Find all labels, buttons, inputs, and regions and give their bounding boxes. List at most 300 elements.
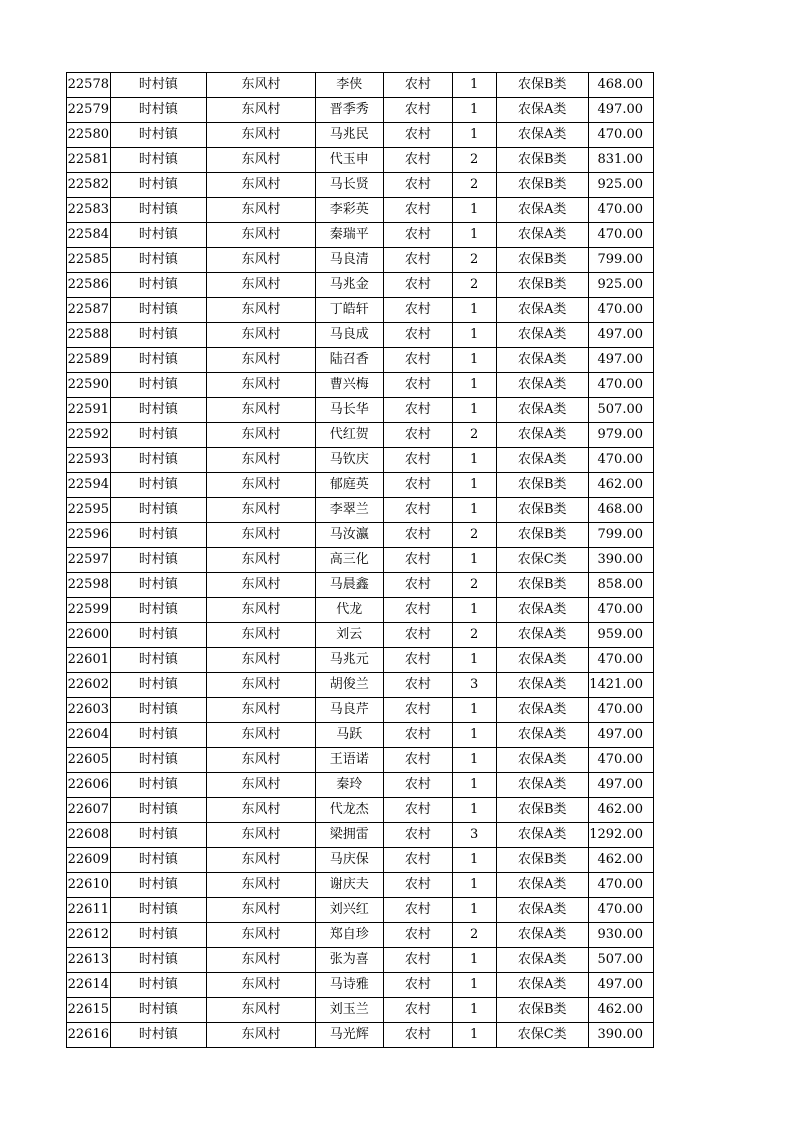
cell-count: 1: [452, 698, 496, 723]
cell-category: 农保A类: [496, 123, 588, 148]
table-row: [67, 948, 654, 973]
cell-household-type: 农村: [383, 248, 452, 273]
cell-count: 2: [452, 923, 496, 948]
cell-category: 农保A类: [496, 823, 588, 848]
table-row: [67, 823, 654, 848]
cell-name: 胡俊兰: [315, 673, 383, 698]
cell-id: 22587: [67, 298, 111, 323]
cell-category: 农保A类: [496, 923, 588, 948]
cell-town: 时村镇: [110, 698, 206, 723]
cell-town: 时村镇: [110, 98, 206, 123]
cell-category: 农保A类: [496, 623, 588, 648]
cell-count: 1: [452, 473, 496, 498]
table-row: [67, 623, 654, 648]
cell-id: 22611: [67, 898, 111, 923]
table-row: [67, 198, 654, 223]
cell-town: 时村镇: [110, 173, 206, 198]
cell-category: 农保B类: [496, 523, 588, 548]
cell-village: 东风村: [207, 923, 316, 948]
cell-village: 东风村: [207, 873, 316, 898]
cell-id: 22608: [67, 823, 111, 848]
cell-town: 时村镇: [110, 923, 206, 948]
cell-category: 农保B类: [496, 848, 588, 873]
cell-count: 2: [452, 623, 496, 648]
cell-amount: 470.00: [588, 898, 653, 923]
cell-village: 东风村: [207, 398, 316, 423]
cell-town: 时村镇: [110, 898, 206, 923]
cell-count: 1: [452, 648, 496, 673]
cell-town: 时村镇: [110, 598, 206, 623]
cell-id: 22615: [67, 998, 111, 1023]
cell-category: 农保B类: [496, 173, 588, 198]
cell-count: 1: [452, 773, 496, 798]
cell-id: 22594: [67, 473, 111, 498]
cell-category: 农保B类: [496, 573, 588, 598]
cell-household-type: 农村: [383, 498, 452, 523]
cell-amount: 470.00: [588, 648, 653, 673]
cell-count: 2: [452, 573, 496, 598]
cell-name: 马长华: [315, 398, 383, 423]
cell-name: 李彩英: [315, 198, 383, 223]
cell-count: 1: [452, 548, 496, 573]
cell-town: 时村镇: [110, 373, 206, 398]
cell-category: 农保A类: [496, 973, 588, 998]
cell-id: 22605: [67, 748, 111, 773]
cell-amount: 497.00: [588, 348, 653, 373]
cell-id: 22591: [67, 398, 111, 423]
cell-count: 1: [452, 848, 496, 873]
cell-category: 农保B类: [496, 248, 588, 273]
cell-category: 农保B类: [496, 73, 588, 98]
table-row: [67, 973, 654, 998]
cell-id: 22582: [67, 173, 111, 198]
cell-household-type: 农村: [383, 73, 452, 98]
cell-village: 东风村: [207, 273, 316, 298]
cell-town: 时村镇: [110, 398, 206, 423]
cell-village: 东风村: [207, 148, 316, 173]
cell-household-type: 农村: [383, 1023, 452, 1048]
cell-name: 梁拥雷: [315, 823, 383, 848]
cell-amount: 462.00: [588, 848, 653, 873]
cell-amount: 507.00: [588, 948, 653, 973]
cell-town: 时村镇: [110, 723, 206, 748]
table-row: [67, 173, 654, 198]
cell-category: 农保C类: [496, 1023, 588, 1048]
cell-town: 时村镇: [110, 973, 206, 998]
cell-amount: 497.00: [588, 973, 653, 998]
cell-id: 22597: [67, 548, 111, 573]
cell-id: 22602: [67, 673, 111, 698]
cell-count: 1: [452, 123, 496, 148]
table-row: [67, 723, 654, 748]
cell-name: 马良芹: [315, 698, 383, 723]
cell-town: 时村镇: [110, 448, 206, 473]
cell-household-type: 农村: [383, 673, 452, 698]
table-row: [67, 273, 654, 298]
cell-village: 东风村: [207, 498, 316, 523]
cell-village: 东风村: [207, 73, 316, 98]
table-row: [67, 1023, 654, 1048]
cell-village: 东风村: [207, 823, 316, 848]
cell-count: 3: [452, 823, 496, 848]
cell-id: 22595: [67, 498, 111, 523]
cell-village: 东风村: [207, 448, 316, 473]
cell-village: 东风村: [207, 848, 316, 873]
cell-name: 马光辉: [315, 1023, 383, 1048]
cell-id: 22578: [67, 73, 111, 98]
table-row: [67, 873, 654, 898]
cell-name: 代玉申: [315, 148, 383, 173]
cell-village: 东风村: [207, 123, 316, 148]
table-row: [67, 848, 654, 873]
cell-id: 22581: [67, 148, 111, 173]
table-row: [67, 598, 654, 623]
cell-count: 1: [452, 748, 496, 773]
cell-town: 时村镇: [110, 323, 206, 348]
cell-household-type: 农村: [383, 798, 452, 823]
cell-amount: 799.00: [588, 248, 653, 273]
cell-name: 郑自珍: [315, 923, 383, 948]
cell-name: 马良成: [315, 323, 383, 348]
cell-household-type: 农村: [383, 123, 452, 148]
cell-household-type: 农村: [383, 173, 452, 198]
cell-name: 高三化: [315, 548, 383, 573]
table-row: [67, 373, 654, 398]
cell-id: 22616: [67, 1023, 111, 1048]
cell-category: 农保A类: [496, 323, 588, 348]
cell-town: 时村镇: [110, 298, 206, 323]
cell-household-type: 农村: [383, 973, 452, 998]
cell-amount: 470.00: [588, 298, 653, 323]
cell-category: 农保A类: [496, 398, 588, 423]
cell-household-type: 农村: [383, 523, 452, 548]
cell-id: 22580: [67, 123, 111, 148]
cell-town: 时村镇: [110, 273, 206, 298]
cell-id: 22584: [67, 223, 111, 248]
cell-village: 东风村: [207, 948, 316, 973]
table-row: [67, 573, 654, 598]
cell-household-type: 农村: [383, 923, 452, 948]
cell-id: 22586: [67, 273, 111, 298]
table-row: [67, 348, 654, 373]
cell-category: 农保A类: [496, 948, 588, 973]
cell-id: 22599: [67, 598, 111, 623]
cell-count: 1: [452, 98, 496, 123]
cell-amount: 390.00: [588, 548, 653, 573]
table-row: [67, 223, 654, 248]
cell-category: 农保A类: [496, 373, 588, 398]
cell-count: 1: [452, 898, 496, 923]
cell-id: 22579: [67, 98, 111, 123]
cell-amount: 468.00: [588, 73, 653, 98]
cell-count: 1: [452, 948, 496, 973]
cell-count: 2: [452, 273, 496, 298]
cell-village: 东风村: [207, 648, 316, 673]
table-row: [67, 548, 654, 573]
table-row: [67, 523, 654, 548]
cell-count: 1: [452, 223, 496, 248]
cell-count: 2: [452, 523, 496, 548]
cell-amount: 831.00: [588, 148, 653, 173]
cell-name: 郁庭英: [315, 473, 383, 498]
cell-amount: 470.00: [588, 598, 653, 623]
cell-amount: 470.00: [588, 448, 653, 473]
cell-village: 东风村: [207, 173, 316, 198]
cell-category: 农保B类: [496, 273, 588, 298]
cell-id: 22609: [67, 848, 111, 873]
cell-amount: 959.00: [588, 623, 653, 648]
cell-count: 1: [452, 873, 496, 898]
cell-town: 时村镇: [110, 748, 206, 773]
table-row: [67, 498, 654, 523]
cell-town: 时村镇: [110, 423, 206, 448]
cell-household-type: 农村: [383, 823, 452, 848]
cell-village: 东风村: [207, 623, 316, 648]
cell-town: 时村镇: [110, 248, 206, 273]
cell-category: 农保A类: [496, 423, 588, 448]
cell-household-type: 农村: [383, 598, 452, 623]
cell-town: 时村镇: [110, 548, 206, 573]
cell-name: 王语诺: [315, 748, 383, 773]
cell-town: 时村镇: [110, 1023, 206, 1048]
cell-id: 22607: [67, 798, 111, 823]
cell-amount: 470.00: [588, 123, 653, 148]
cell-amount: 470.00: [588, 698, 653, 723]
cell-count: 1: [452, 1023, 496, 1048]
cell-amount: 507.00: [588, 398, 653, 423]
cell-town: 时村镇: [110, 823, 206, 848]
cell-village: 东风村: [207, 798, 316, 823]
cell-name: 马兆民: [315, 123, 383, 148]
cell-household-type: 农村: [383, 423, 452, 448]
table-row: [67, 73, 654, 98]
cell-amount: 925.00: [588, 173, 653, 198]
cell-village: 东风村: [207, 223, 316, 248]
cell-name: 马兆金: [315, 273, 383, 298]
cell-count: 2: [452, 173, 496, 198]
cell-town: 时村镇: [110, 798, 206, 823]
cell-amount: 497.00: [588, 323, 653, 348]
cell-count: 3: [452, 673, 496, 698]
cell-name: 马兆元: [315, 648, 383, 673]
cell-town: 时村镇: [110, 848, 206, 873]
cell-village: 东风村: [207, 248, 316, 273]
cell-category: 农保A类: [496, 648, 588, 673]
table-row: [67, 998, 654, 1023]
cell-amount: 470.00: [588, 748, 653, 773]
cell-count: 2: [452, 423, 496, 448]
cell-name: 代龙杰: [315, 798, 383, 823]
table-row: [67, 898, 654, 923]
cell-category: 农保A类: [496, 198, 588, 223]
cell-id: 22600: [67, 623, 111, 648]
table-body: [67, 73, 654, 1048]
cell-count: 1: [452, 348, 496, 373]
cell-count: 1: [452, 373, 496, 398]
cell-village: 东风村: [207, 198, 316, 223]
cell-name: 刘云: [315, 623, 383, 648]
cell-household-type: 农村: [383, 398, 452, 423]
cell-name: 马汝瀛: [315, 523, 383, 548]
cell-count: 1: [452, 448, 496, 473]
cell-id: 22604: [67, 723, 111, 748]
cell-town: 时村镇: [110, 473, 206, 498]
cell-name: 李翠兰: [315, 498, 383, 523]
table-row: [67, 298, 654, 323]
table-row: [67, 773, 654, 798]
cell-count: 1: [452, 73, 496, 98]
data-table: [66, 72, 654, 1048]
cell-village: 东风村: [207, 998, 316, 1023]
cell-category: 农保A类: [496, 773, 588, 798]
cell-household-type: 农村: [383, 223, 452, 248]
table-row: [67, 798, 654, 823]
cell-count: 1: [452, 973, 496, 998]
cell-id: 22585: [67, 248, 111, 273]
table-row: [67, 423, 654, 448]
cell-village: 东风村: [207, 1023, 316, 1048]
cell-village: 东风村: [207, 723, 316, 748]
cell-household-type: 农村: [383, 348, 452, 373]
table-row: [67, 448, 654, 473]
cell-name: 张为喜: [315, 948, 383, 973]
cell-household-type: 农村: [383, 573, 452, 598]
cell-id: 22583: [67, 198, 111, 223]
cell-village: 东风村: [207, 373, 316, 398]
cell-count: 1: [452, 723, 496, 748]
cell-name: 马晨鑫: [315, 573, 383, 598]
cell-amount: 497.00: [588, 723, 653, 748]
cell-name: 陆召香: [315, 348, 383, 373]
cell-category: 农保A类: [496, 348, 588, 373]
cell-town: 时村镇: [110, 673, 206, 698]
cell-name: 刘玉兰: [315, 998, 383, 1023]
cell-id: 22589: [67, 348, 111, 373]
cell-town: 时村镇: [110, 123, 206, 148]
cell-name: 谢庆夫: [315, 873, 383, 898]
cell-id: 22610: [67, 873, 111, 898]
cell-household-type: 农村: [383, 998, 452, 1023]
cell-village: 东风村: [207, 698, 316, 723]
cell-household-type: 农村: [383, 773, 452, 798]
cell-village: 东风村: [207, 523, 316, 548]
cell-category: 农保A类: [496, 748, 588, 773]
cell-town: 时村镇: [110, 523, 206, 548]
cell-name: 马钦庆: [315, 448, 383, 473]
cell-amount: 858.00: [588, 573, 653, 598]
cell-town: 时村镇: [110, 623, 206, 648]
cell-count: 2: [452, 148, 496, 173]
cell-count: 2: [452, 248, 496, 273]
cell-town: 时村镇: [110, 648, 206, 673]
cell-amount: 925.00: [588, 273, 653, 298]
cell-category: 农保C类: [496, 548, 588, 573]
cell-household-type: 农村: [383, 648, 452, 673]
cell-category: 农保B类: [496, 498, 588, 523]
cell-count: 1: [452, 598, 496, 623]
cell-name: 代龙: [315, 598, 383, 623]
cell-id: 22614: [67, 973, 111, 998]
cell-name: 曹兴梅: [315, 373, 383, 398]
cell-name: 马长贤: [315, 173, 383, 198]
cell-amount: 497.00: [588, 98, 653, 123]
cell-category: 农保A类: [496, 598, 588, 623]
cell-category: 农保A类: [496, 448, 588, 473]
cell-village: 东风村: [207, 773, 316, 798]
cell-town: 时村镇: [110, 773, 206, 798]
cell-category: 农保B类: [496, 148, 588, 173]
cell-town: 时村镇: [110, 73, 206, 98]
cell-amount: 390.00: [588, 1023, 653, 1048]
cell-village: 东风村: [207, 473, 316, 498]
cell-village: 东风村: [207, 548, 316, 573]
cell-name: 秦瑞平: [315, 223, 383, 248]
cell-name: 李侠: [315, 73, 383, 98]
table-row: [67, 98, 654, 123]
cell-town: 时村镇: [110, 223, 206, 248]
cell-id: 22592: [67, 423, 111, 448]
cell-town: 时村镇: [110, 873, 206, 898]
cell-category: 农保A类: [496, 698, 588, 723]
cell-amount: 470.00: [588, 373, 653, 398]
cell-id: 22588: [67, 323, 111, 348]
cell-id: 22612: [67, 923, 111, 948]
cell-household-type: 农村: [383, 948, 452, 973]
table-row: [67, 248, 654, 273]
cell-village: 东风村: [207, 323, 316, 348]
cell-village: 东风村: [207, 598, 316, 623]
cell-category: 农保A类: [496, 223, 588, 248]
cell-village: 东风村: [207, 573, 316, 598]
cell-amount: 1421.00: [588, 673, 653, 698]
cell-amount: 462.00: [588, 998, 653, 1023]
table-row: [67, 123, 654, 148]
cell-id: 22606: [67, 773, 111, 798]
cell-village: 东风村: [207, 673, 316, 698]
cell-category: 农保A类: [496, 98, 588, 123]
table-row: [67, 648, 654, 673]
cell-town: 时村镇: [110, 498, 206, 523]
cell-village: 东风村: [207, 898, 316, 923]
table-row: [67, 923, 654, 948]
cell-id: 22593: [67, 448, 111, 473]
cell-count: 1: [452, 398, 496, 423]
cell-town: 时村镇: [110, 998, 206, 1023]
table-row: [67, 398, 654, 423]
cell-household-type: 农村: [383, 198, 452, 223]
cell-id: 22590: [67, 373, 111, 398]
cell-category: 农保A类: [496, 298, 588, 323]
cell-village: 东风村: [207, 973, 316, 998]
cell-category: 农保A类: [496, 873, 588, 898]
cell-household-type: 农村: [383, 548, 452, 573]
cell-category: 农保B类: [496, 798, 588, 823]
cell-category: 农保A类: [496, 723, 588, 748]
cell-category: 农保A类: [496, 673, 588, 698]
cell-id: 22603: [67, 698, 111, 723]
cell-household-type: 农村: [383, 623, 452, 648]
cell-name: 马跃: [315, 723, 383, 748]
cell-name: 代红贺: [315, 423, 383, 448]
cell-amount: 468.00: [588, 498, 653, 523]
table-row: [67, 473, 654, 498]
table-row: [67, 673, 654, 698]
cell-village: 东风村: [207, 98, 316, 123]
cell-category: 农保B类: [496, 998, 588, 1023]
cell-id: 22601: [67, 648, 111, 673]
cell-household-type: 农村: [383, 448, 452, 473]
cell-village: 东风村: [207, 748, 316, 773]
